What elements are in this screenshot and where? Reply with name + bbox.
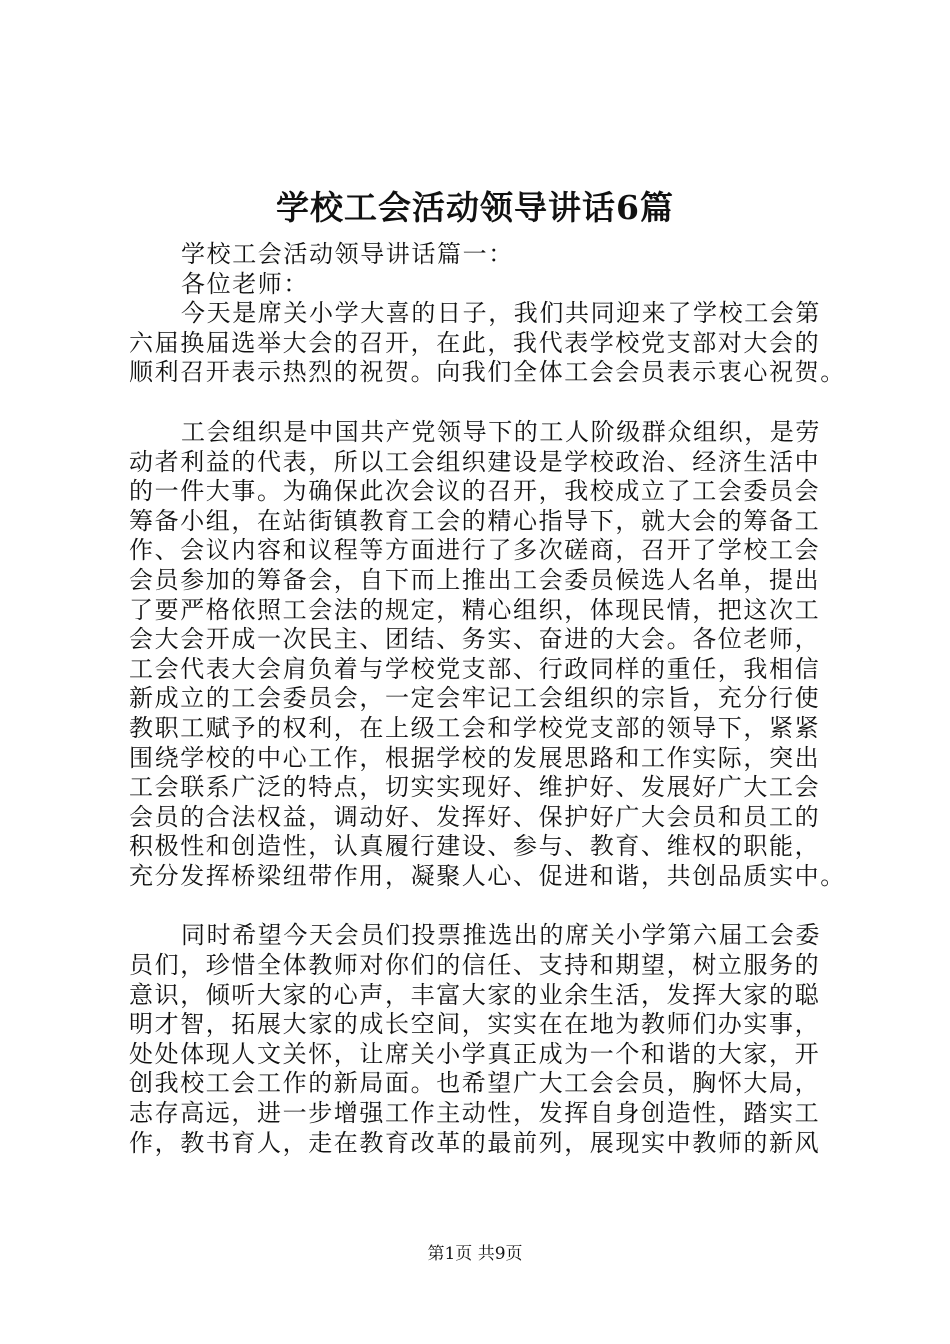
paragraph-line: 围绕学校的中心工作，根据学校的发展思路和工作实际，突出 — [129, 743, 821, 772]
paragraph-line: 志存高远，进一步增强工作主动性，发挥自身创造性，踏实工 — [129, 1099, 821, 1128]
paragraph-line: 明才智，拓展大家的成长空间，实实在在地为教师们办实事， — [129, 1010, 821, 1039]
paragraph-line: 创我校工会工作的新局面。也希望广大工会会员，胸怀大局， — [129, 1069, 821, 1098]
document-title: 学校工会活动领导讲话6篇 — [276, 188, 674, 227]
section-subtitle: 学校工会活动领导讲话篇一： — [181, 240, 514, 268]
paragraph-line: 筹备小组，在站街镇教育工会的精心指导下，就大会的筹备工 — [129, 506, 821, 535]
paragraph-line: 的一件大事。为确保此次会议的召开，我校成立了工会委员会 — [129, 477, 821, 506]
paragraph-gap — [129, 891, 829, 921]
paragraph-line: 动者利益的代表，所以工会组织建设是学校政治、经济生活中 — [129, 447, 821, 476]
paragraph-line: 处处体现人文关怀，让席关小学真正成为一个和谐的大家，开 — [129, 1039, 821, 1068]
paragraph-line: 作、会议内容和议程等方面进行了多次磋商，召开了学校工会 — [129, 536, 821, 565]
paragraph-line: 作，教书育人，走在教育改革的最前列，展现实中教师的新风 — [129, 1128, 821, 1157]
paragraph-line: 顺利召开表示热烈的祝贺。向我们全体工会会员表示衷心祝贺。 — [129, 358, 846, 387]
page-footer: 第1页 共9页 — [427, 1244, 523, 1264]
salutation: 各位老师： — [181, 269, 309, 298]
paragraph-line: 积极性和创造性，认真履行建设、参与、教育、维权的职能， — [129, 832, 821, 861]
paragraph-line: 充分发挥桥梁纽带作用，凝聚人心、促进和谐，共创品质实中。 — [129, 861, 846, 890]
paragraph-line: 员们，珍惜全体教师对你们的信任、支持和期望，树立服务的 — [129, 951, 821, 980]
paragraph-line: 工会组织是中国共产党领导下的工人阶级群众组织，是劳 — [181, 417, 821, 446]
paragraph-1 — [129, 299, 846, 388]
paragraph-line: 意识，倾听大家的心声，丰富大家的业余生活，发挥大家的聪 — [129, 980, 821, 1009]
paragraph-3 — [129, 921, 829, 1158]
document-body — [129, 240, 846, 1158]
paragraph-line: 会员的合法权益，调动好、发挥好、保护好广大会员和员工的 — [129, 802, 821, 831]
paragraph-line: 同时希望今天会员们投票推选出的席关小学第六届工会委 — [181, 921, 821, 950]
paragraph-line: 六届换届选举大会的召开，在此，我代表学校党支部对大会的 — [129, 328, 821, 357]
paragraph-line: 今天是席关小学大喜的日子，我们共同迎来了学校工会第 — [181, 299, 821, 328]
paragraph-gap — [129, 388, 829, 418]
paragraph-line: 会员参加的筹备会，自下而上推出工会委员候选人名单，提出 — [129, 565, 821, 594]
paragraph-line: 新成立的工会委员会，一定会牢记工会组织的宗旨，充分行使 — [129, 684, 821, 713]
paragraph-line: 会大会开成一次民主、团结、务实、奋进的大会。各位老师， — [129, 625, 821, 654]
paragraph-line: 教职工赋予的权利，在上级工会和学校党支部的领导下，紧紧 — [129, 713, 821, 742]
paragraph-line: 了要严格依照工会法的规定，精心组织，体现民情，把这次工 — [129, 595, 821, 624]
paragraph-line: 工会联系广泛的特点，切实实现好、维护好、发展好广大工会 — [129, 773, 821, 802]
paragraph-2 — [129, 417, 846, 892]
paragraph-line: 工会代表大会肩负着与学校党支部、行政同样的重任，我相信 — [129, 654, 821, 683]
